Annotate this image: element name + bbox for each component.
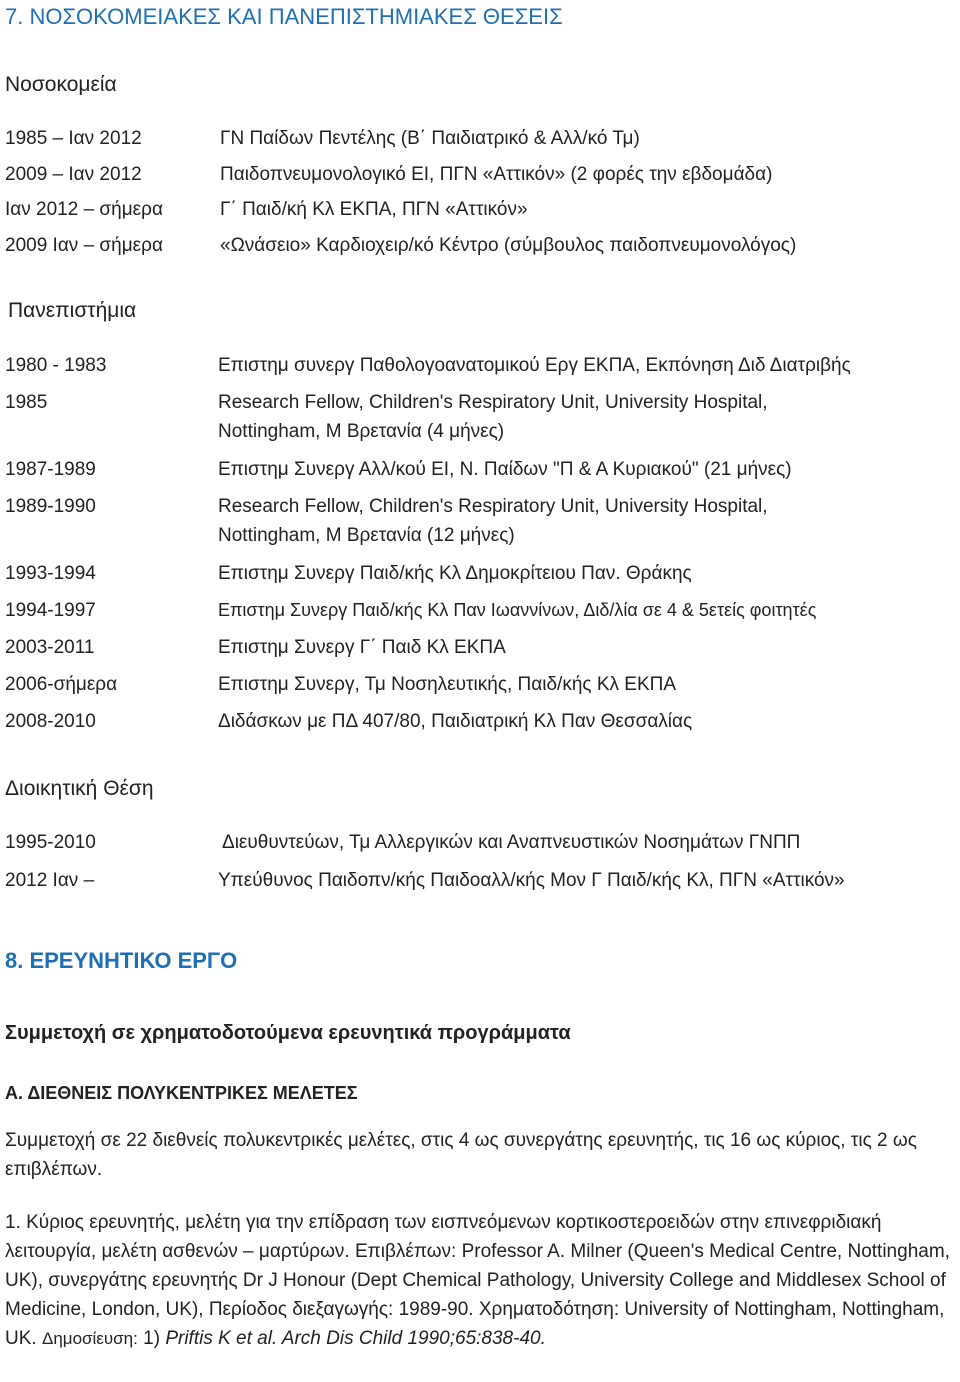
admin-heading: Διοικητική Θέση — [5, 777, 154, 800]
admin-text: Υπεύθυνος Παιδοπν/κής Παιδοαλλ/κής Μον Γ Παιδ/κής Κλ, ΠΓΝ «Αττικόν» — [218, 870, 845, 891]
intl-summary: Συμμετοχή σε 22 διεθνείς πολυκεντρικές μελέτες, στις 4 ως συνεργάτης ερευνητής, τις 16 ως κύριος, τις 2 ως επιβλέπων. — [5, 1130, 917, 1180]
study-1-text: 1. Κύριος ερευνητής, μελέτη για την επίδραση των εισπνεόμενων κορτικοστεροειδών στην επινεφριδιακή λειτουργία, μελέτη ασθενών – μαρτύρων. Επιβλέπων: Professor A. Milner (Queen's Medical Centre, Nottingham, UK), συνεργάτης ερευνητής Dr J Honour (Dept Chemical Pathology, University College and Middlesex School of Medicine, London, UK), Περίοδος διεξαγωγής: 1989-90. Χρηματοδότηση: University of Nottingham, Nottingham, UK. — [5, 1212, 950, 1349]
university-date: 1985 — [5, 392, 48, 413]
hospitals-heading: Νοσοκομεία — [5, 73, 117, 96]
admin-date: 1995-2010 — [5, 832, 96, 853]
university-date: 1980 - 1983 — [5, 355, 107, 376]
hospital-text: Γ΄ Παιδ/κή Κλ ΕΚΠΑ, ΠΓΝ «Αττικόν» — [220, 199, 528, 220]
funded-heading: Συμμετοχή σε χρηματοδοτούμενα ερευνητικά προγράμματα — [5, 1022, 571, 1044]
university-date: 1993-1994 — [5, 563, 96, 584]
hospital-text: ΓΝ Παίδων Πεντέλης (Β΄ Παιδιατρικό & Αλλ/κό Τμ) — [220, 128, 640, 149]
hospital-text: Παιδοπνευμονολογικό ΕΙ, ΠΓΝ «Αττικόν» (2 φορές την εβδομάδα) — [220, 164, 773, 185]
university-text: Research Fellow, Children's Respiratory Unit, University Hospital, — [218, 392, 768, 413]
university-date: 1987-1989 — [5, 459, 96, 480]
study-1-pub-prefix: 1) — [143, 1328, 161, 1349]
university-text: Επιστημ Συνεργ Αλλ/κού ΕΙ, Ν. Παίδων "Π & Α Κυριακού" (21 μήνες) — [218, 459, 792, 480]
university-text: Διδάσκων με ΠΔ 407/80, Παιδιατρική Κλ Παν Θεσσαλίας — [218, 711, 693, 732]
university-text: Research Fellow, Children's Respiratory Unit, University Hospital, — [218, 496, 768, 517]
university-text: Επιστημ συνεργ Παθολογοανατομικού Εργ ΕΚΠΑ, Εκπόνηση Διδ Διατριβής — [218, 355, 851, 376]
study-1 — [5, 1208, 953, 1353]
hospital-date: Ιαν 2012 – σήμερα — [5, 199, 163, 220]
section7-title: 7. ΝΟΣΟΚΟΜΕΙΑΚΕΣ ΚΑΙ ΠΑΝΕΠΙΣΤΗΜΙΑΚΕΣ ΘΕΣΕΙΣ — [5, 4, 563, 29]
university-text: Επιστημ Συνεργ Γ΄ Παιδ Κλ ΕΚΠΑ — [218, 637, 506, 658]
university-text-cont: Nottingham, Μ Βρετανία (4 μήνες) — [218, 421, 505, 442]
universities-heading: Πανεπιστήμια — [8, 299, 137, 322]
hospital-date: 2009 – Ιαν 2012 — [5, 164, 142, 185]
university-text: Επιστημ Συνεργ, Τμ Νοσηλευτικής, Παιδ/κής Κλ ΕΚΠΑ — [218, 674, 677, 695]
study-1-pub-label: Δημοσίευση: — [41, 1329, 138, 1348]
section8-title: 8. ΕΡΕΥΝΗΤΙΚΟ ΕΡΓΟ — [5, 948, 238, 973]
admin-text: Διευθυντεύων, Τμ Αλλεργικών και Αναπνευστικών Νοσημάτων ΓΝΠΠ — [222, 832, 801, 853]
university-text: Επιστημ Συνεργ Παιδ/κής Κλ Παν Ιωαννίνων, Διδ/λία σε 4 & 5ετείς φοιτητές — [218, 600, 817, 620]
university-date: 1989-1990 — [5, 496, 96, 517]
university-date: 1994-1997 — [5, 600, 96, 621]
university-text: Επιστημ Συνεργ Παιδ/κής Κλ Δημοκρίτειου Παν. Θράκης — [218, 563, 692, 584]
university-date: 2003-2011 — [5, 637, 95, 658]
admin-date: 2012 Ιαν – — [5, 870, 95, 891]
hospital-date: 1985 – Ιαν 2012 — [5, 128, 142, 149]
university-date: 2008-2010 — [5, 711, 96, 732]
study-1-pub-ref: Priftis K et al. Arch Dis Child 1990;65:838-40. — [165, 1328, 546, 1349]
university-text-cont: Nottingham, Μ Βρετανία (12 μήνες) — [218, 525, 515, 546]
hospital-date: 2009 Ιαν – σήμερα — [5, 235, 163, 256]
intl-heading: Α. ΔΙΕΘΝΕΙΣ ΠΟΛΥΚΕΝΤΡΙΚΕΣ ΜΕΛΕΤΕΣ — [5, 1083, 358, 1103]
hospital-text: «Ωνάσειο» Καρδιοχειρ/κό Κέντρο (σύμβουλος παιδοπνευμονολόγος) — [220, 235, 797, 256]
university-date: 2006-σήμερα — [5, 674, 118, 695]
